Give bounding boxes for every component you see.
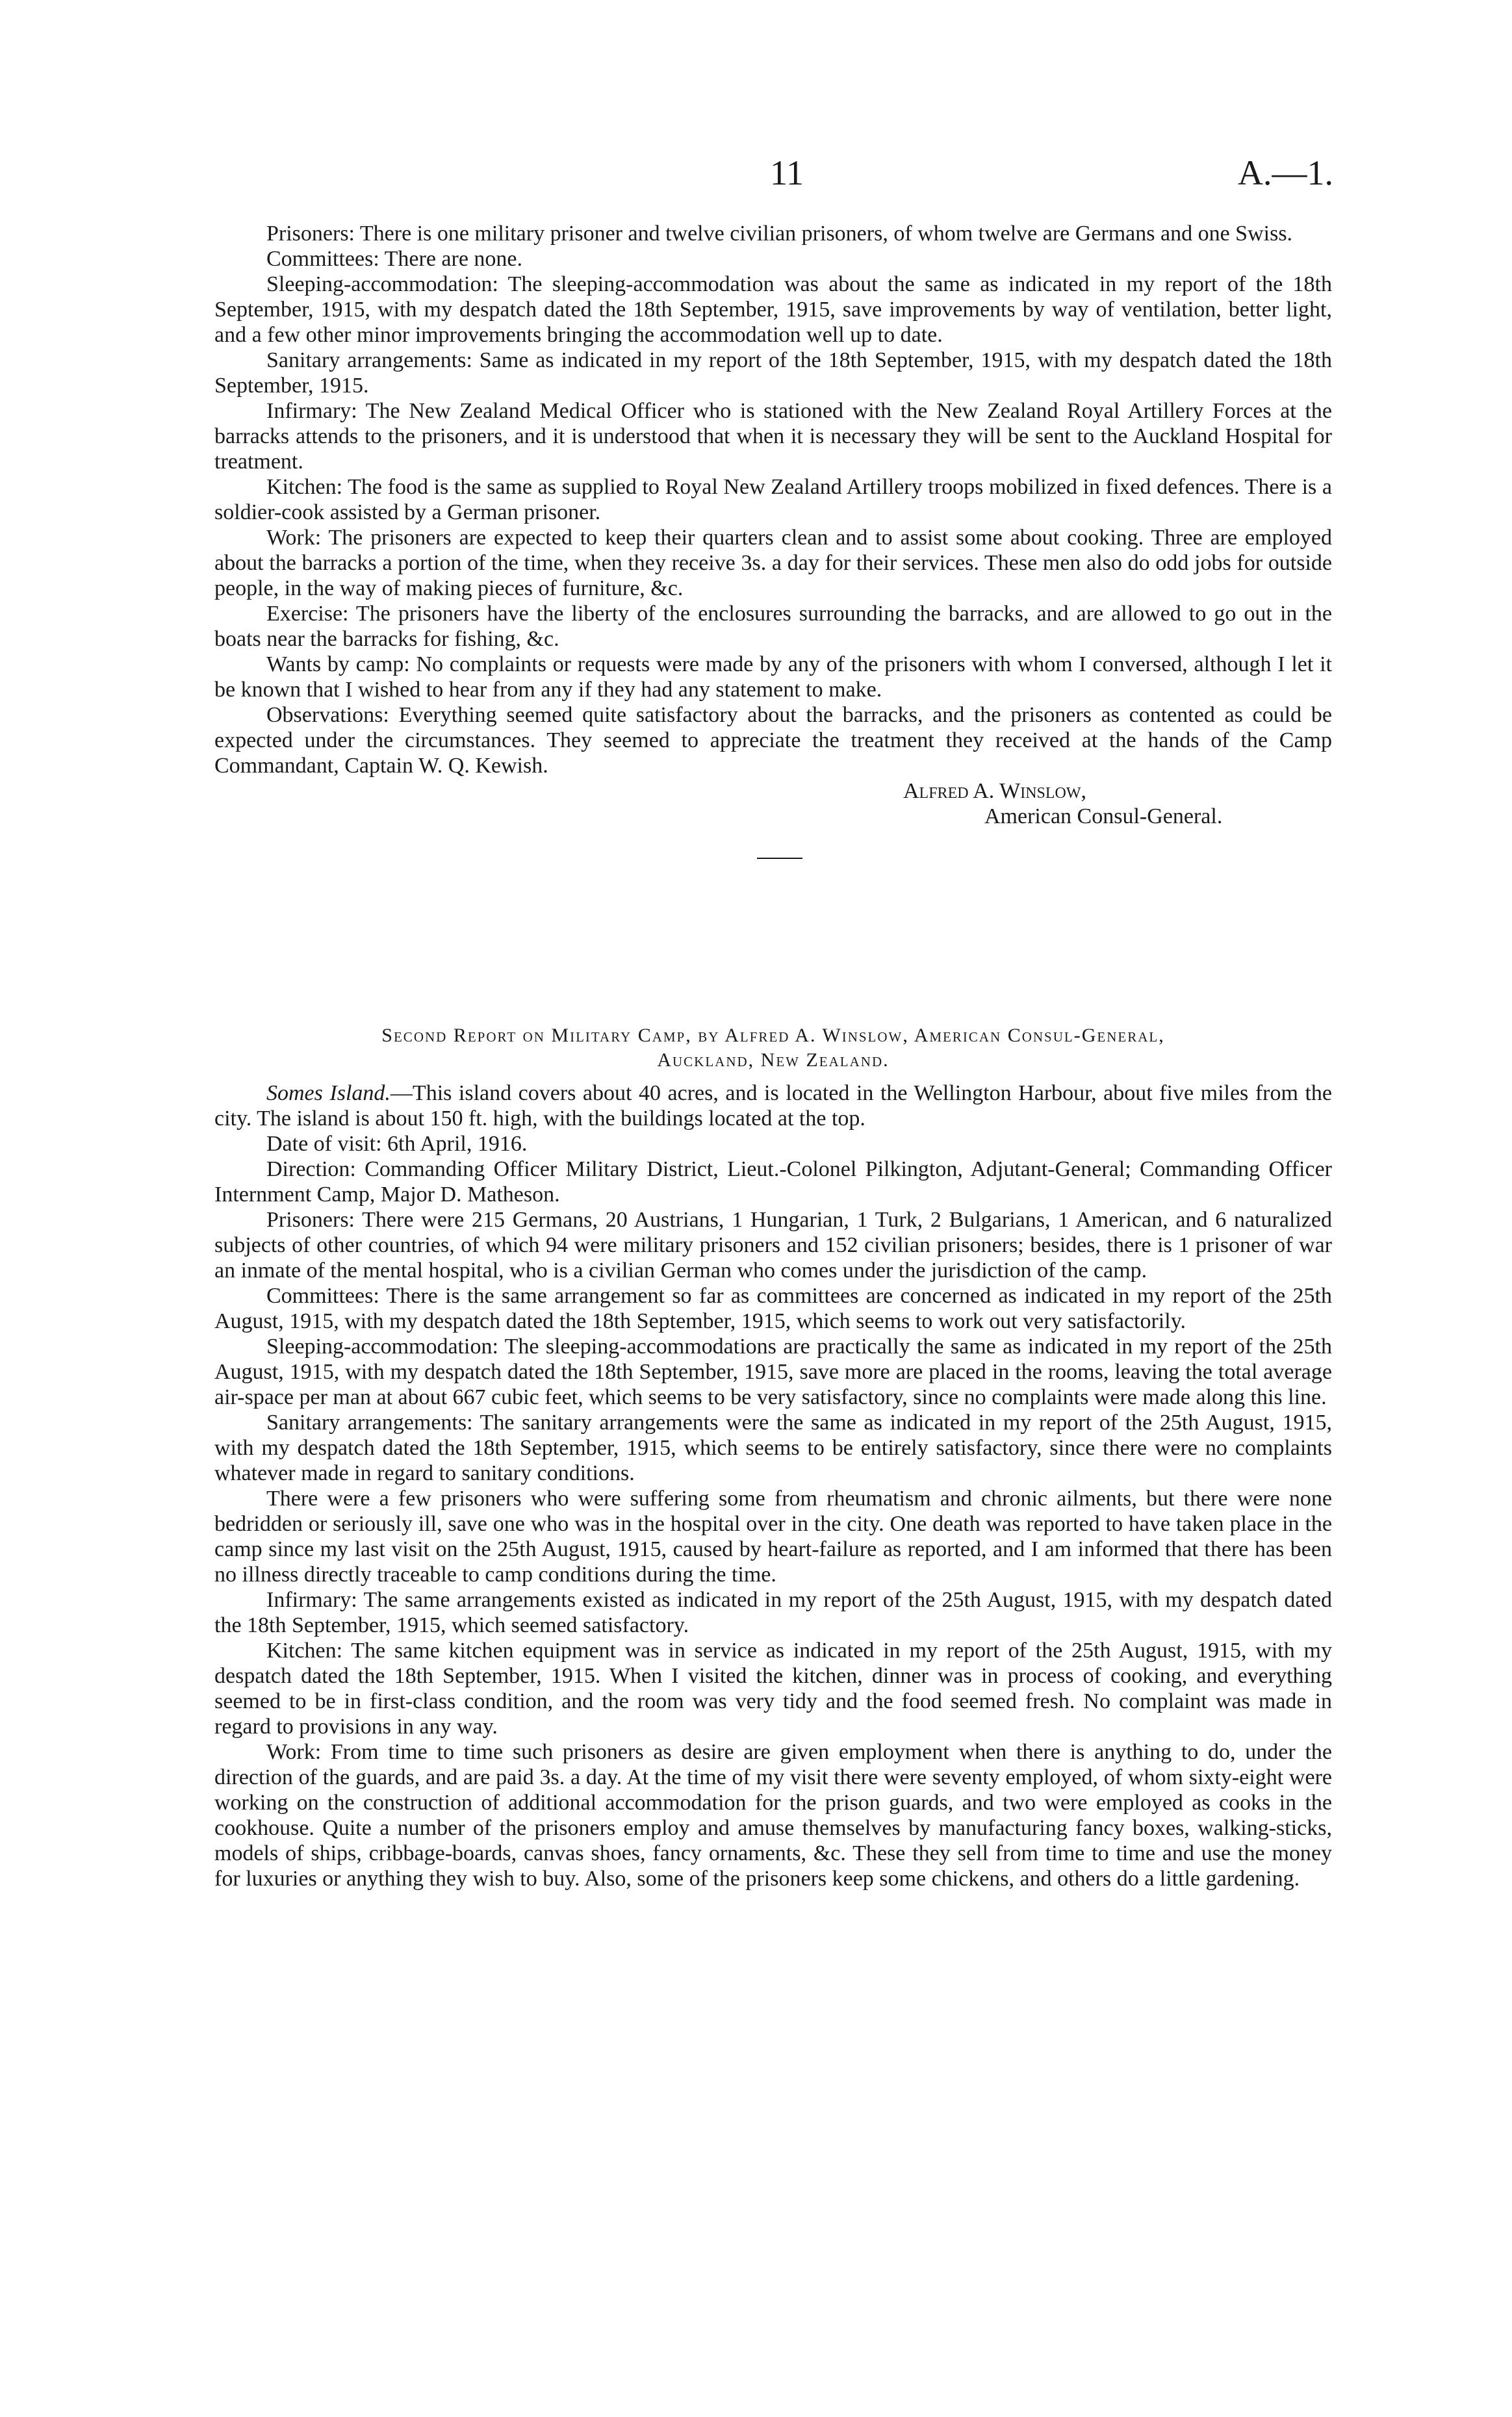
paragraph-sleeping-accommodation: Sleeping-accommodation: The sleeping-accommodation was about the same as indicated in my report of the 18th September, 1915, with my despatch dated the 18th September, 1915, save improvements by way of ventilation, better light, and a few other minor improvements bringing the accommodation well up to date. [214, 272, 1332, 347]
paragraph-infirmary: Infirmary: The New Zealand Medical Officer who is stationed with the New Zealand Royal Artillery Forces at the barracks attends to the prisoners, and it is understood that when it is necessary they will be sent to the Auckland Hospital for treatment. [214, 399, 1332, 474]
signature-title: American Consul-General. [984, 804, 1223, 828]
paragraph-kitchen: Kitchen: The same kitchen equipment was in service as indicated in my report of the 25th August, 1915, with my despatch dated the 18th September, 1915. When I visited the kitchen, dinner was in process of cooking, and everything seemed to be in first-class condition, and the room was very tidy and the food seemed fresh. No complaint was made in regard to provisions in any way. [214, 1639, 1332, 1739]
paragraph-work: Work: From time to time such prisoners as desire are given employment when there is anything to do, under the direction of the guards, and are paid 3s. a day. At the time of my visit there were seventy employed, of whom sixty-eight were working on the construction of additional accommodation for the prison guards, and two were employed as cooks in the cookhouse. Quite a number of the prisoners employ and amuse themselves by manufacturing fancy boxes, walking-sticks, models of ships, cribbage-boards, canvas shoes, fancy ornaments, &c. These they sell from time to time and use the money for luxuries or anything they wish to buy. Also, some of the prisoners keep some chickens, and others do a little gardening. [214, 1740, 1332, 1891]
page-number: 11 [770, 153, 804, 192]
second-report-section [214, 1023, 1332, 1891]
intro-text: —This island covers about 40 acres, and is located in the Wellington Harbour, about five miles from the city. The island is about 150 ft. high, with the buildings located at the top. [214, 1081, 1332, 1131]
report-title-line-2: Auckland, New Zealand. [657, 1049, 890, 1071]
paragraph-wants-by-camp: Wants by camp: No complaints or requests were made by any of the prisoners with whom I conversed, although I let it be known that I wished to hear from any if they had any statement to make. [214, 652, 1332, 702]
paragraph-date-of-visit: Date of visit: 6th April, 1916. [266, 1132, 528, 1156]
paragraph-prisoners: Prisoners: There were 215 Germans, 20 Austrians, 1 Hungarian, 1 Turk, 2 Bulgarians, 1 American, and 6 naturalized subjects of other countries, of which 94 were military prisoners and 152 civilian prisoners; besides, there is 1 prisoner of war an inmate of the mental hospital, who is a civilian German who comes under the jurisdiction of the camp. [214, 1208, 1332, 1283]
report-title-line-1: Second Report on Military Camp, by Alfred A. Winslow, American Consul-General, [381, 1025, 1165, 1046]
signature-block [214, 778, 1332, 829]
paragraph-exercise: Exercise: The prisoners have the liberty of the enclosures surrounding the barracks, and are allowed to go out in the boats near the barracks for fishing, &c. [214, 602, 1332, 651]
paragraph-sanitary: Sanitary arrangements: The sanitary arrangements were the same as indicated in my report of the 25th August, 1915, with my despatch dated the 18th September, 1915, which seems to be entirely satisfactory, since there were no complaints whatever made in regard to sanitary conditions. [214, 1411, 1332, 1485]
document-reference: A.—1. [1238, 153, 1333, 192]
paragraph-work: Work: The prisoners are expected to keep their quarters clean and to assist some about cooking. Three are employed about the barracks a portion of the time, when they receive 3s. a day for their services. These men also do odd jobs for outside people, in the way of making pieces of furniture, &c. [214, 526, 1332, 600]
report-title [214, 1023, 1332, 1073]
paragraph-observations: Observations: Everything seemed quite satisfactory about the barracks, and the prisoners as contented as could be expected under the circumstances. They seemed to appreciate the treatment they received at the hands of the Camp Commandant, Captain W. Q. Kewish. [214, 703, 1332, 778]
paragraph-health: There were a few prisoners who were suffering some from rheumatism and chronic ailments, but there were none bedridden or seriously ill, save one who was in the hospital over in the city. One death was reported to have taken place in the camp since my last visit on the 25th August, 1915, caused by heart-failure as reported, and I am informed that there has been no illness directly traceable to camp conditions during the time. [214, 1487, 1332, 1587]
section-divider [757, 858, 802, 859]
page-header [0, 153, 1512, 198]
paragraph-direction: Direction: Commanding Officer Military District, Lieut.-Colonel Pilkington, Adjutant-General; Commanding Officer Internment Camp, Major D. Matheson. [214, 1157, 1332, 1207]
paragraph-kitchen: Kitchen: The food is the same as supplied to Royal New Zealand Artillery troops mobilized in fixed defences. There is a soldier-cook assisted by a German prisoner. [214, 475, 1332, 524]
paragraph-sanitary: Sanitary arrangements: Same as indicated in my report of the 18th September, 1915, with my despatch dated the 18th September, 1915. [214, 348, 1332, 398]
paragraph-infirmary: Infirmary: The same arrangements existed as indicated in my report of the 25th August, 1915, with my despatch dated the 18th September, 1915, which seemed satisfactory. [214, 1588, 1332, 1637]
paragraph-sleeping-accommodation: Sleeping-accommodation: The sleeping-accommodations are practically the same as indicated in my report of the 25th August, 1915, with my despatch dated the 18th September, 1915, save more are placed in the rooms, leaving the total average air-space per man at about 667 cubic feet, which seems to be very satisfactory, since no complaints were made along this line. [214, 1335, 1332, 1409]
signature-name: Alfred A. Winslow, [903, 779, 1087, 803]
intro-lead: Somes Island. [266, 1081, 391, 1105]
paragraph-prisoners: Prisoners: There is one military prisoner and twelve civilian prisoners, of whom twelve are Germans and one Swiss. [266, 222, 1293, 246]
paragraph-committees: Committees: There is the same arrangement so far as committees are concerned as indicated in my report of the 25th August, 1915, with my despatch dated the 18th September, 1915, which seems to work out very satisfactorily. [214, 1284, 1332, 1333]
first-report-section [214, 221, 1332, 859]
paragraph-committees: Committees: There are none. [266, 247, 523, 271]
paragraph-intro [214, 1081, 1332, 1131]
